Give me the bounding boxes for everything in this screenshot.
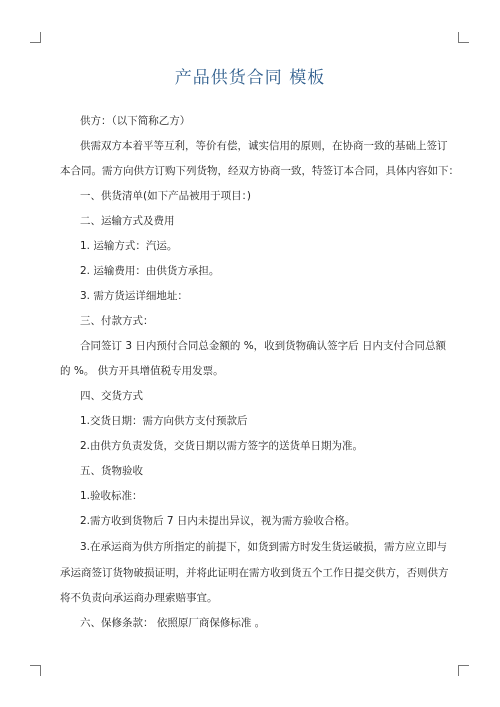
clause-5-3-line-2: 承运商签订货物破损证明，并将此证明在需方收到货五个工作日提交供方，否则供方 [60, 567, 449, 579]
preamble-line-2: 本合同。需方向供方订购下列货物，经双方协商一致，特签订本合同，具体内容如下： [60, 165, 459, 177]
section-3-heading: 三、付款方式： [80, 315, 154, 327]
crop-mark-top-right [458, 32, 469, 43]
section-4-heading: 四、交货方式 [80, 390, 143, 402]
clause-4-2: 2.由供方负责发货，交货日期以需方签字的送货单日期为准。 [80, 440, 364, 452]
section-2-heading: 二、运输方式及费用 [80, 215, 175, 227]
clause-4-1: 1.交货日期：需方向供方支付预款后 [80, 415, 248, 427]
clause-5-2: 2.需方收到货物后 7 日内未提出异议，视为需方验收合格。 [80, 515, 356, 527]
clause-5-3-line-3: 将不负责向承运商办理索赔事宜。 [60, 592, 218, 604]
crop-mark-top-left [30, 32, 41, 43]
section-5-heading: 五、货物验收 [80, 465, 143, 477]
document-title: 产品供货合同 模板 [174, 68, 326, 88]
preamble-line-1: 供需双方本着平等互利，等价有偿，诚实信用的原则，在协商一致的基础上签订 [80, 140, 448, 152]
clause-5-1: 1.验收标准： [80, 490, 143, 502]
crop-mark-bottom-right [458, 665, 469, 676]
payment-line-1: 合同签订 3 日内预付合同总金额的 %，收到货物确认签字后 日内支付合同总额 [80, 340, 447, 352]
payment-line-2: 的 %。 供方开具增值税专用发票。 [60, 365, 224, 377]
section-1-heading: 一、供货清单(如下产品被用于项目：) [80, 190, 251, 202]
supplier-line: 供方：（以下简称乙方） [80, 115, 191, 127]
section-6-heading: 六、保修条款： 依照原厂商保修标准 。 [80, 617, 266, 629]
clause-2-3: 3. 需方货运详细地址： [80, 290, 188, 302]
clause-2-2: 2. 运输费用：由供货方承担。 [80, 265, 220, 277]
clause-5-3-line-1: 3.在承运商为供方所指定的前提下，如货到需方时发生货运破损，需方应立即与 [80, 541, 448, 553]
clause-2-1: 1. 运输方式：汽运。 [80, 240, 178, 252]
crop-mark-bottom-left [30, 665, 41, 676]
